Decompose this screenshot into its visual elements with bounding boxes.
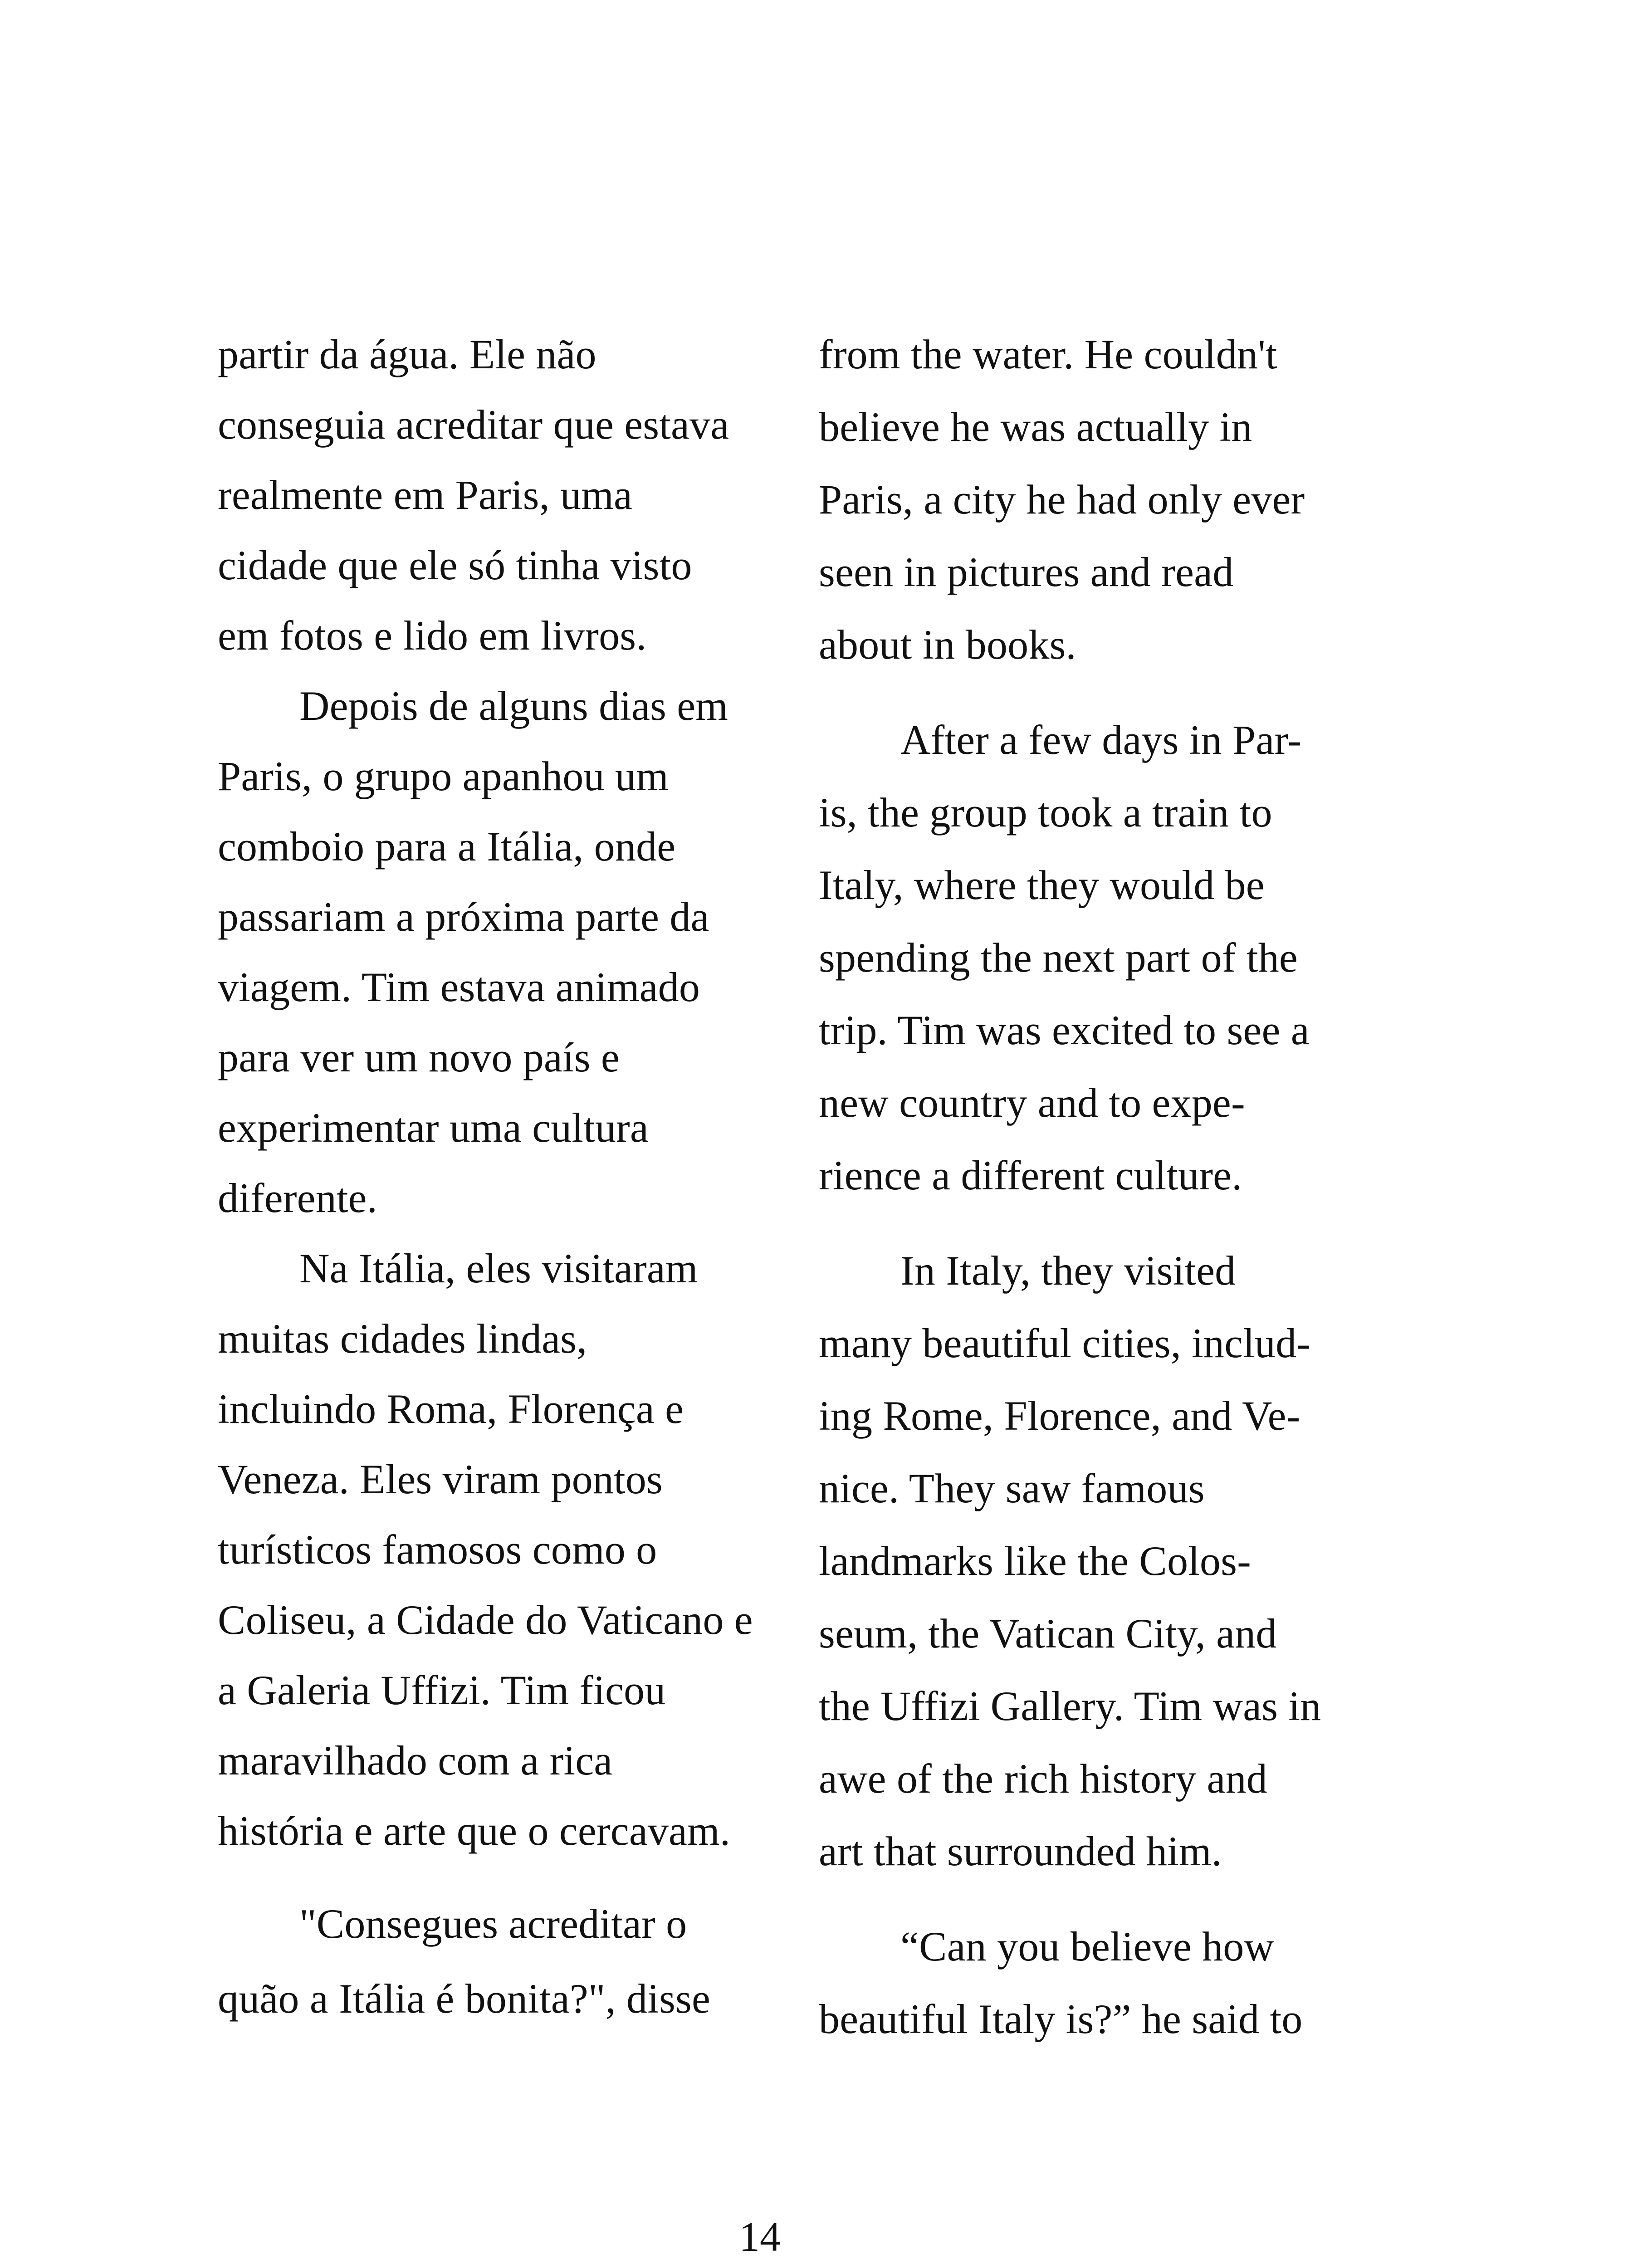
text-line: a Galeria Uffizi. Tim ficou [218, 1667, 666, 1713]
text-line: diferente. [218, 1175, 377, 1221]
text-line: para ver um novo país e [218, 1034, 620, 1080]
text-line: nice. They saw famous [819, 1465, 1205, 1511]
page-number: 14 [739, 2214, 781, 2260]
text-line: Paris, a city he had only ever [819, 476, 1305, 523]
paragraph-start-line: After a few days in Par- [900, 717, 1302, 763]
paragraph-start-line: "Consegues acreditar o [299, 1901, 687, 1947]
text-line: the Uffizi Gallery. Tim was in [819, 1683, 1321, 1729]
text-line: many beautiful cities, includ- [819, 1320, 1311, 1366]
text-line: turísticos famosos como o [218, 1526, 657, 1573]
text-line: incluindo Roma, Florença e [218, 1386, 684, 1432]
text-line: landmarks like the Colos- [819, 1538, 1251, 1584]
text-line: realmente em Paris, uma [218, 472, 633, 518]
text-line: is, the group took a train to [819, 789, 1272, 836]
text-line: ing Rome, Florence, and Ve- [819, 1393, 1301, 1439]
text-line: rience a different culture. [819, 1152, 1242, 1198]
text-line: conseguia acreditar que estava [218, 401, 729, 448]
paragraph-start-line: In Italy, they visited [900, 1247, 1236, 1294]
text-line: Veneza. Eles viram pontos [218, 1456, 663, 1502]
text-line: beautiful Italy is?” he said to [819, 1996, 1303, 2042]
text-line: viagem. Tim estava animado [218, 964, 700, 1010]
text-line: trip. Tim was excited to see a [819, 1007, 1310, 1053]
text-line: Paris, o grupo apanhou um [218, 753, 669, 799]
text-line: partir da água. Ele não [218, 331, 596, 377]
text-line: awe of the rich history and [819, 1755, 1267, 1802]
text-line: maravilhado com a rica [218, 1737, 613, 1784]
text-line: história e arte que o cercavam. [218, 1808, 731, 1854]
text-line: seum, the Vatican City, and [819, 1610, 1277, 1657]
text-line: about in books. [819, 621, 1076, 668]
text-line: experimentar uma cultura [218, 1105, 649, 1151]
text-line: new country and to expe- [819, 1080, 1245, 1126]
text-line: from the water. He couldn't [819, 331, 1277, 377]
text-line: em fotos e lido em livros. [218, 612, 647, 659]
paragraph-start-line: Depois de alguns dias em [299, 683, 728, 729]
paragraph-start-line: “Can you believe how [900, 1923, 1275, 1970]
text-line: comboio para a Itália, onde [218, 823, 676, 870]
text-line: quão a Itália é bonita?", disse [218, 1975, 711, 2022]
text-line: Italy, where they would be [819, 862, 1265, 908]
text-line: cidade que ele só tinha visto [218, 542, 692, 588]
text-line: Coliseu, a Cidade do Vaticano e [218, 1597, 753, 1643]
text-line: believe he was actually in [819, 404, 1252, 450]
text-line: muitas cidades lindas, [218, 1315, 587, 1362]
text-line: seen in pictures and read [819, 549, 1234, 595]
paragraph-start-line: Na Itália, eles visitaram [299, 1245, 698, 1291]
text-line: passariam a próxima parte da [218, 894, 709, 940]
text-line: art that surrounded him. [819, 1828, 1222, 1874]
text-line: spending the next part of the [819, 934, 1298, 981]
